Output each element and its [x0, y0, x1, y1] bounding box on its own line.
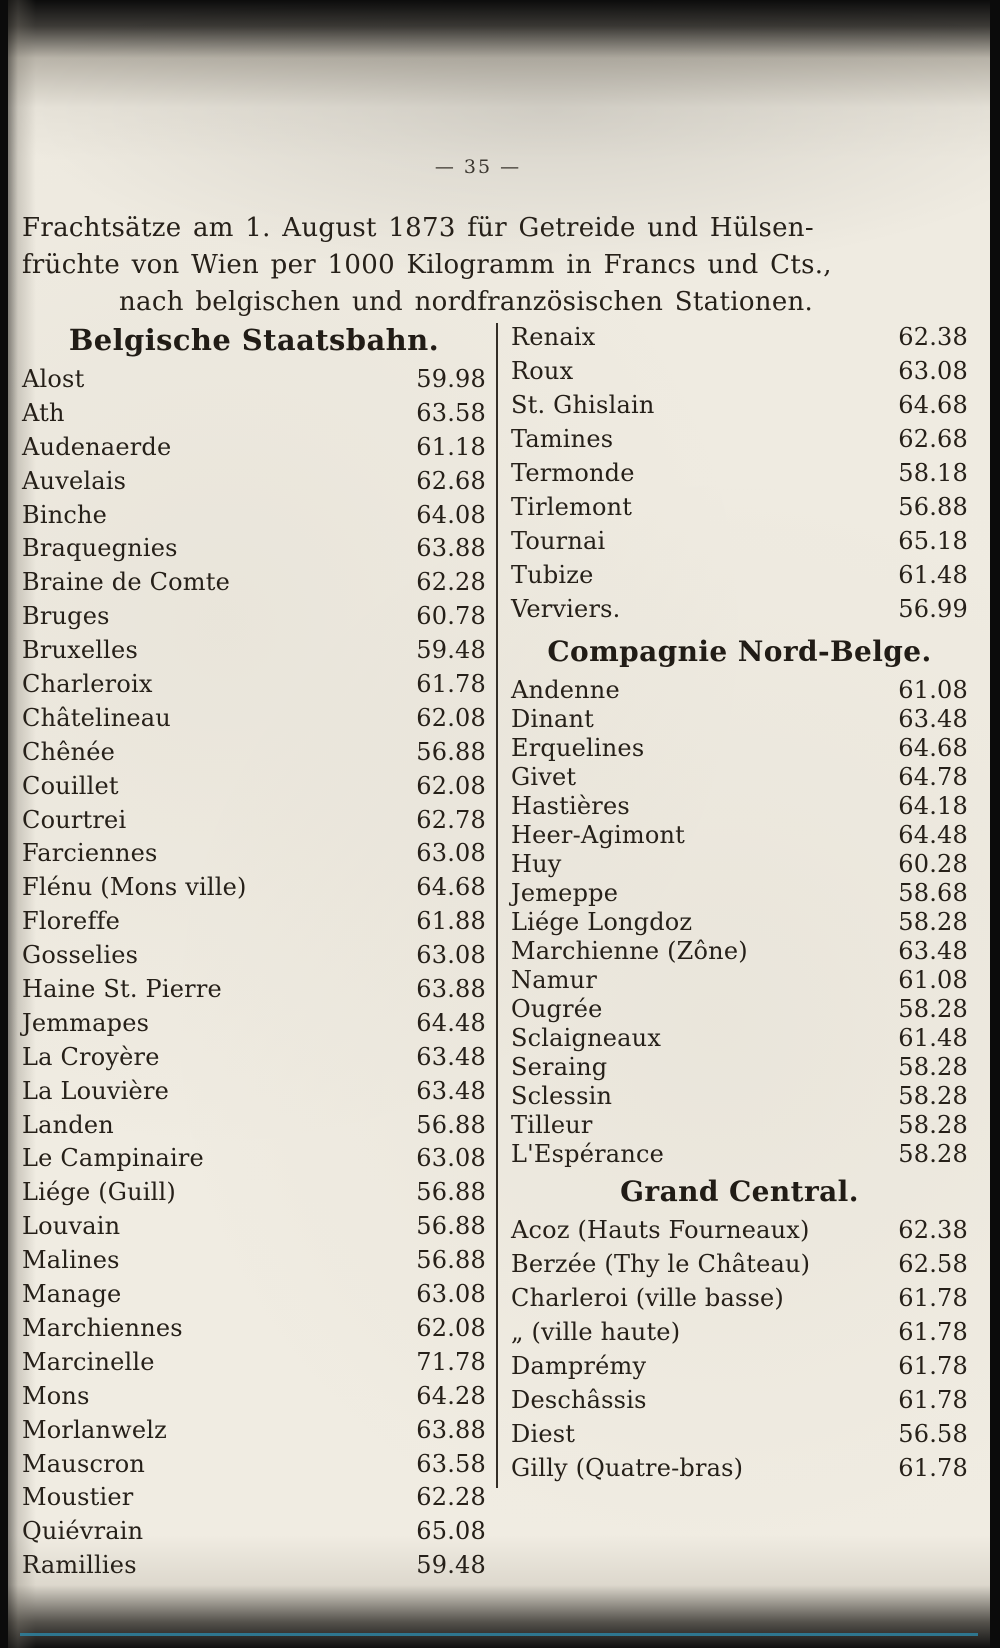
station-name: Ramillies [22, 1551, 137, 1580]
freight-rate: 59.48 [416, 636, 486, 665]
freight-rate: 56.88 [416, 737, 486, 766]
station-name: Dinant [511, 705, 594, 733]
station-name: Chênée [22, 737, 116, 766]
table-row [22, 1314, 486, 1348]
table-row [511, 908, 968, 937]
freight-rate: 64.68 [416, 873, 486, 902]
table-row [22, 806, 486, 840]
freight-rate: 64.28 [416, 1381, 486, 1410]
station-name: Alost [22, 365, 85, 393]
table-row [511, 995, 968, 1024]
table-row [22, 670, 486, 704]
freight-rate: 65.18 [898, 527, 968, 555]
table-row [511, 1386, 968, 1420]
table-row [511, 1454, 968, 1488]
table-row [511, 459, 968, 493]
freight-rate: 63.48 [416, 1042, 486, 1071]
table-row [511, 425, 968, 459]
table-row [511, 821, 968, 850]
station-name: L'Espérance [511, 1140, 665, 1168]
table-row [22, 1450, 486, 1484]
table-row [22, 941, 486, 975]
freight-rate: 63.58 [416, 398, 486, 427]
station-name: Tilleur [511, 1111, 593, 1139]
station-name: St. Ghislain [511, 391, 655, 419]
table-row [511, 850, 968, 879]
station-name: Audenaerde [22, 432, 172, 461]
station-name: La Louvière [22, 1076, 170, 1105]
station-name: „ (ville haute) [511, 1318, 681, 1346]
station-name: Binche [22, 500, 108, 529]
freight-rate: 62.08 [416, 1313, 486, 1342]
table-row [22, 907, 486, 941]
table-row [511, 1420, 968, 1454]
station-name: Mauscron [22, 1449, 146, 1478]
table-row [511, 391, 968, 425]
station-name: Deschâssis [511, 1386, 647, 1414]
station-name: Moustier [22, 1483, 134, 1512]
station-name: Morlanwelz [22, 1415, 168, 1444]
freight-rate: 56.88 [898, 493, 968, 521]
freight-rate: 62.08 [416, 771, 486, 800]
freight-rate: 63.08 [416, 941, 486, 970]
table-row [22, 568, 486, 602]
freight-rate: 61.48 [898, 561, 968, 589]
left-column [22, 323, 496, 1585]
freight-rate: 60.28 [898, 850, 968, 878]
station-name: Givet [511, 763, 577, 791]
freight-rate: 64.68 [898, 391, 968, 419]
table-row [511, 734, 968, 763]
freight-rate: 56.88 [416, 1178, 486, 1207]
table-row [22, 738, 486, 772]
station-name: Mons [22, 1381, 90, 1410]
title-line-3: nach belgischen und nordfranzösischen Stationen. [119, 287, 814, 317]
station-name: Hastières [511, 792, 630, 820]
station-name: Charleroi (ville basse) [511, 1284, 784, 1312]
table-row [22, 1043, 486, 1077]
freight-rate: 63.88 [416, 534, 486, 563]
freight-rate: 61.08 [898, 676, 968, 704]
freight-rate: 58.18 [898, 459, 968, 487]
station-name: Malines [22, 1246, 120, 1275]
table-row [22, 365, 486, 399]
freight-rate: 56.58 [898, 1420, 968, 1448]
freight-rate: 62.68 [898, 425, 968, 453]
table-row [22, 1416, 486, 1450]
station-name: Sclessin [511, 1082, 613, 1110]
station-name: Tubize [511, 561, 594, 589]
station-name: Bruxelles [22, 636, 138, 665]
freight-rate: 61.08 [898, 966, 968, 994]
freight-rate: 61.78 [898, 1318, 968, 1346]
table-row [22, 1483, 486, 1517]
freight-rate: 61.78 [898, 1352, 968, 1380]
freight-rate: 61.78 [898, 1386, 968, 1414]
freight-rate: 62.58 [898, 1250, 968, 1278]
station-name: Le Campinaire [22, 1144, 204, 1173]
station-name: Marcinelle [22, 1347, 155, 1376]
station-name: Verviers. [511, 595, 621, 623]
table-row [22, 399, 486, 433]
right-column [496, 323, 968, 1488]
freight-rate: 61.88 [416, 907, 486, 936]
freight-rate: 63.08 [416, 1144, 486, 1173]
station-name: Renaix [511, 323, 596, 351]
station-name: Floreffe [22, 907, 121, 936]
station-list-belgische-staatsbahn-continued [511, 323, 968, 629]
table-row [22, 1212, 486, 1246]
station-name: Landen [22, 1110, 114, 1139]
table-row [511, 676, 968, 705]
station-name: Châtelineau [22, 703, 171, 732]
table-row [22, 1382, 486, 1416]
table-row [22, 704, 486, 738]
freight-rate: 63.48 [898, 937, 968, 965]
station-name: La Croyère [22, 1042, 160, 1071]
table-row [22, 501, 486, 535]
station-name: Termonde [511, 459, 635, 487]
station-name: Roux [511, 357, 574, 385]
station-name: Namur [511, 966, 597, 994]
freight-rate: 61.18 [416, 432, 486, 461]
table-row [22, 1246, 486, 1280]
station-name: Courtrei [22, 805, 127, 834]
station-name: Manage [22, 1280, 122, 1309]
station-name: Marchiennes [22, 1313, 183, 1342]
freight-rate: 56.88 [416, 1110, 486, 1139]
table-row [511, 879, 968, 908]
table-row [511, 1111, 968, 1140]
freight-rate: 63.48 [416, 1076, 486, 1105]
table-row [511, 527, 968, 561]
section-heading-grand-central: Grand Central. [620, 1175, 859, 1208]
station-name: Charleroix [22, 670, 153, 699]
station-name: Acoz (Hauts Fourneaux) [511, 1216, 810, 1244]
table-row [511, 1318, 968, 1352]
freight-rate: 64.48 [416, 1008, 486, 1037]
station-name: Andenne [511, 676, 620, 704]
station-name: Berzée (Thy le Château) [511, 1250, 811, 1278]
station-name: Heer-Agimont [511, 821, 685, 849]
freight-rate: 62.68 [416, 466, 486, 495]
freight-rate: 63.08 [416, 1280, 486, 1309]
table-row [511, 763, 968, 792]
freight-rate: 62.38 [898, 1216, 968, 1244]
station-name: Tamines [511, 425, 614, 453]
station-name: Diest [511, 1420, 576, 1448]
station-name: Jemeppe [511, 879, 619, 907]
table-row [511, 966, 968, 995]
table-row [511, 705, 968, 734]
freight-rate: 63.58 [416, 1449, 486, 1478]
table-row [22, 1178, 486, 1212]
table-row [511, 1352, 968, 1386]
station-name: Seraing [511, 1053, 608, 1081]
table-row [22, 602, 486, 636]
section-heading-belgische-staatsbahn: Belgische Staatsbahn. [68, 323, 440, 357]
station-name: Flénu (Mons ville) [22, 873, 247, 902]
freight-rate-table [22, 323, 968, 1585]
station-name: Bruges [22, 602, 110, 631]
freight-rate: 63.08 [898, 357, 968, 385]
station-name: Ougrée [511, 995, 603, 1023]
table-row [22, 433, 486, 467]
table-row [22, 1280, 486, 1314]
freight-rate: 65.08 [416, 1517, 486, 1546]
table-row [22, 772, 486, 806]
table-row [22, 534, 486, 568]
station-name: Auvelais [22, 466, 127, 495]
freight-rate: 58.68 [898, 879, 968, 907]
table-row [22, 1144, 486, 1178]
station-list-belgische-staatsbahn [22, 365, 486, 1585]
station-name: Marchienne (Zône) [511, 937, 748, 965]
station-name: Haine St. Pierre [22, 975, 222, 1004]
station-name: Braquegnies [22, 534, 178, 563]
table-row [22, 873, 486, 907]
scanned-book-page [8, 0, 990, 1648]
station-list-grand-central [511, 1216, 968, 1488]
station-name: Liége (Guill) [22, 1178, 176, 1207]
freight-rate: 56.88 [416, 1246, 486, 1275]
freight-rate: 61.78 [898, 1284, 968, 1312]
freight-rate: 61.48 [898, 1024, 968, 1052]
section-heading-nord-belge: Compagnie Nord-Belge. [547, 635, 932, 668]
station-name: Sclaigneaux [511, 1024, 662, 1052]
scan-artifact-line [20, 1633, 978, 1636]
table-row [22, 1551, 486, 1585]
freight-rate: 64.68 [898, 734, 968, 762]
table-row [22, 467, 486, 501]
station-name: Farciennes [22, 839, 158, 868]
station-name: Damprémy [511, 1352, 647, 1380]
table-row [22, 1009, 486, 1043]
freight-rate: 61.78 [416, 670, 486, 699]
title-line-2: früchte von Wien per 1000 Kilogramm in Francs und Cts., [22, 250, 832, 280]
freight-rate: 58.28 [898, 1053, 968, 1081]
station-name: Ath [22, 398, 65, 427]
table-row [511, 493, 968, 527]
freight-rate: 64.08 [416, 500, 486, 529]
freight-rate: 64.78 [898, 763, 968, 791]
station-name: Tournai [511, 527, 606, 555]
table-row [511, 1053, 968, 1082]
station-name: Couillet [22, 771, 119, 800]
table-row [511, 561, 968, 595]
table-row [22, 636, 486, 670]
freight-rate: 62.28 [416, 568, 486, 597]
station-name: Gilly (Quatre-bras) [511, 1454, 744, 1482]
freight-rate: 58.28 [898, 1111, 968, 1139]
page-title [22, 210, 946, 321]
table-row [511, 937, 968, 966]
table-row [22, 839, 486, 873]
freight-rate: 58.28 [898, 1082, 968, 1110]
freight-rate: 64.18 [898, 792, 968, 820]
table-row [511, 1250, 968, 1284]
freight-rate: 63.88 [416, 975, 486, 1004]
table-row [511, 1082, 968, 1111]
page-number: — 35 — [434, 156, 522, 178]
station-name: Braine de Comte [22, 568, 230, 597]
freight-rate: 63.48 [898, 705, 968, 733]
table-row [511, 357, 968, 391]
freight-rate: 62.28 [416, 1483, 486, 1512]
table-row [511, 1284, 968, 1318]
table-row [511, 792, 968, 821]
table-row [511, 1024, 968, 1053]
table-row [511, 595, 968, 629]
freight-rate: 62.78 [416, 805, 486, 834]
station-name: Gosselies [22, 941, 139, 970]
table-row [22, 1111, 486, 1145]
table-row [511, 323, 968, 357]
freight-rate: 59.48 [416, 1551, 486, 1580]
freight-rate: 63.88 [416, 1415, 486, 1444]
table-row [22, 1517, 486, 1551]
freight-rate: 62.38 [898, 323, 968, 351]
freight-rate: 58.28 [898, 908, 968, 936]
station-name: Erquelines [511, 734, 645, 762]
station-name: Huy [511, 850, 562, 878]
freight-rate: 64.48 [898, 821, 968, 849]
table-row [22, 1348, 486, 1382]
freight-rate: 56.88 [416, 1212, 486, 1241]
station-name: Tirlemont [511, 493, 633, 521]
station-name: Jemmapes [22, 1008, 150, 1037]
freight-rate: 58.28 [898, 1140, 968, 1168]
freight-rate: 56.99 [898, 595, 968, 623]
station-name: Quiévrain [22, 1517, 144, 1546]
freight-rate: 60.78 [416, 602, 486, 631]
station-list-nord-belge [511, 676, 968, 1169]
freight-rate: 59.98 [416, 365, 486, 393]
title-line-1: Frachtsätze am 1. August 1873 für Getreide und Hülsen- [22, 213, 814, 243]
table-row [22, 975, 486, 1009]
table-row [511, 1140, 968, 1169]
freight-rate: 61.78 [898, 1454, 968, 1482]
freight-rate: 58.28 [898, 995, 968, 1023]
station-name: Liége Longdoz [511, 908, 693, 936]
table-row [22, 1077, 486, 1111]
freight-rate: 71.78 [416, 1347, 486, 1376]
table-row [511, 1216, 968, 1250]
station-name: Louvain [22, 1212, 121, 1241]
freight-rate: 63.08 [416, 839, 486, 868]
freight-rate: 62.08 [416, 703, 486, 732]
